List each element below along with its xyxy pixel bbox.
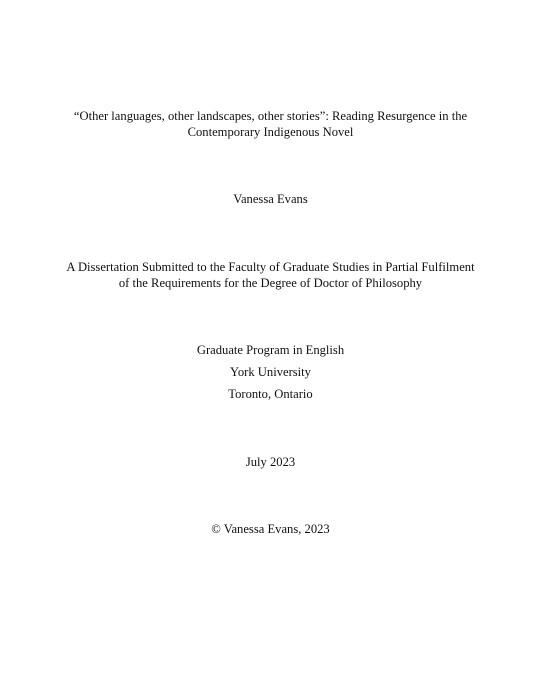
degree-statement-line-1: A Dissertation Submitted to the Faculty of Graduate Studies in Partial Fulfilment: [66, 260, 475, 274]
submission-date: July 2023: [245, 455, 296, 469]
university-location: Toronto, Ontario: [228, 387, 313, 401]
dissertation-title-line-2: Contemporary Indigenous Novel: [187, 125, 354, 139]
copyright-notice: © Vanessa Evans, 2023: [211, 522, 330, 536]
degree-statement-line-2: of the Requirements for the Degree of Doctor of Philosophy: [118, 276, 423, 290]
graduate-program: Graduate Program in English: [196, 343, 345, 357]
dissertation-title-line-1: “Other languages, other landscapes, other stories”: Reading Resurgence in the: [73, 109, 468, 123]
author-name: Vanessa Evans: [233, 192, 308, 206]
university-name: York University: [230, 365, 311, 379]
